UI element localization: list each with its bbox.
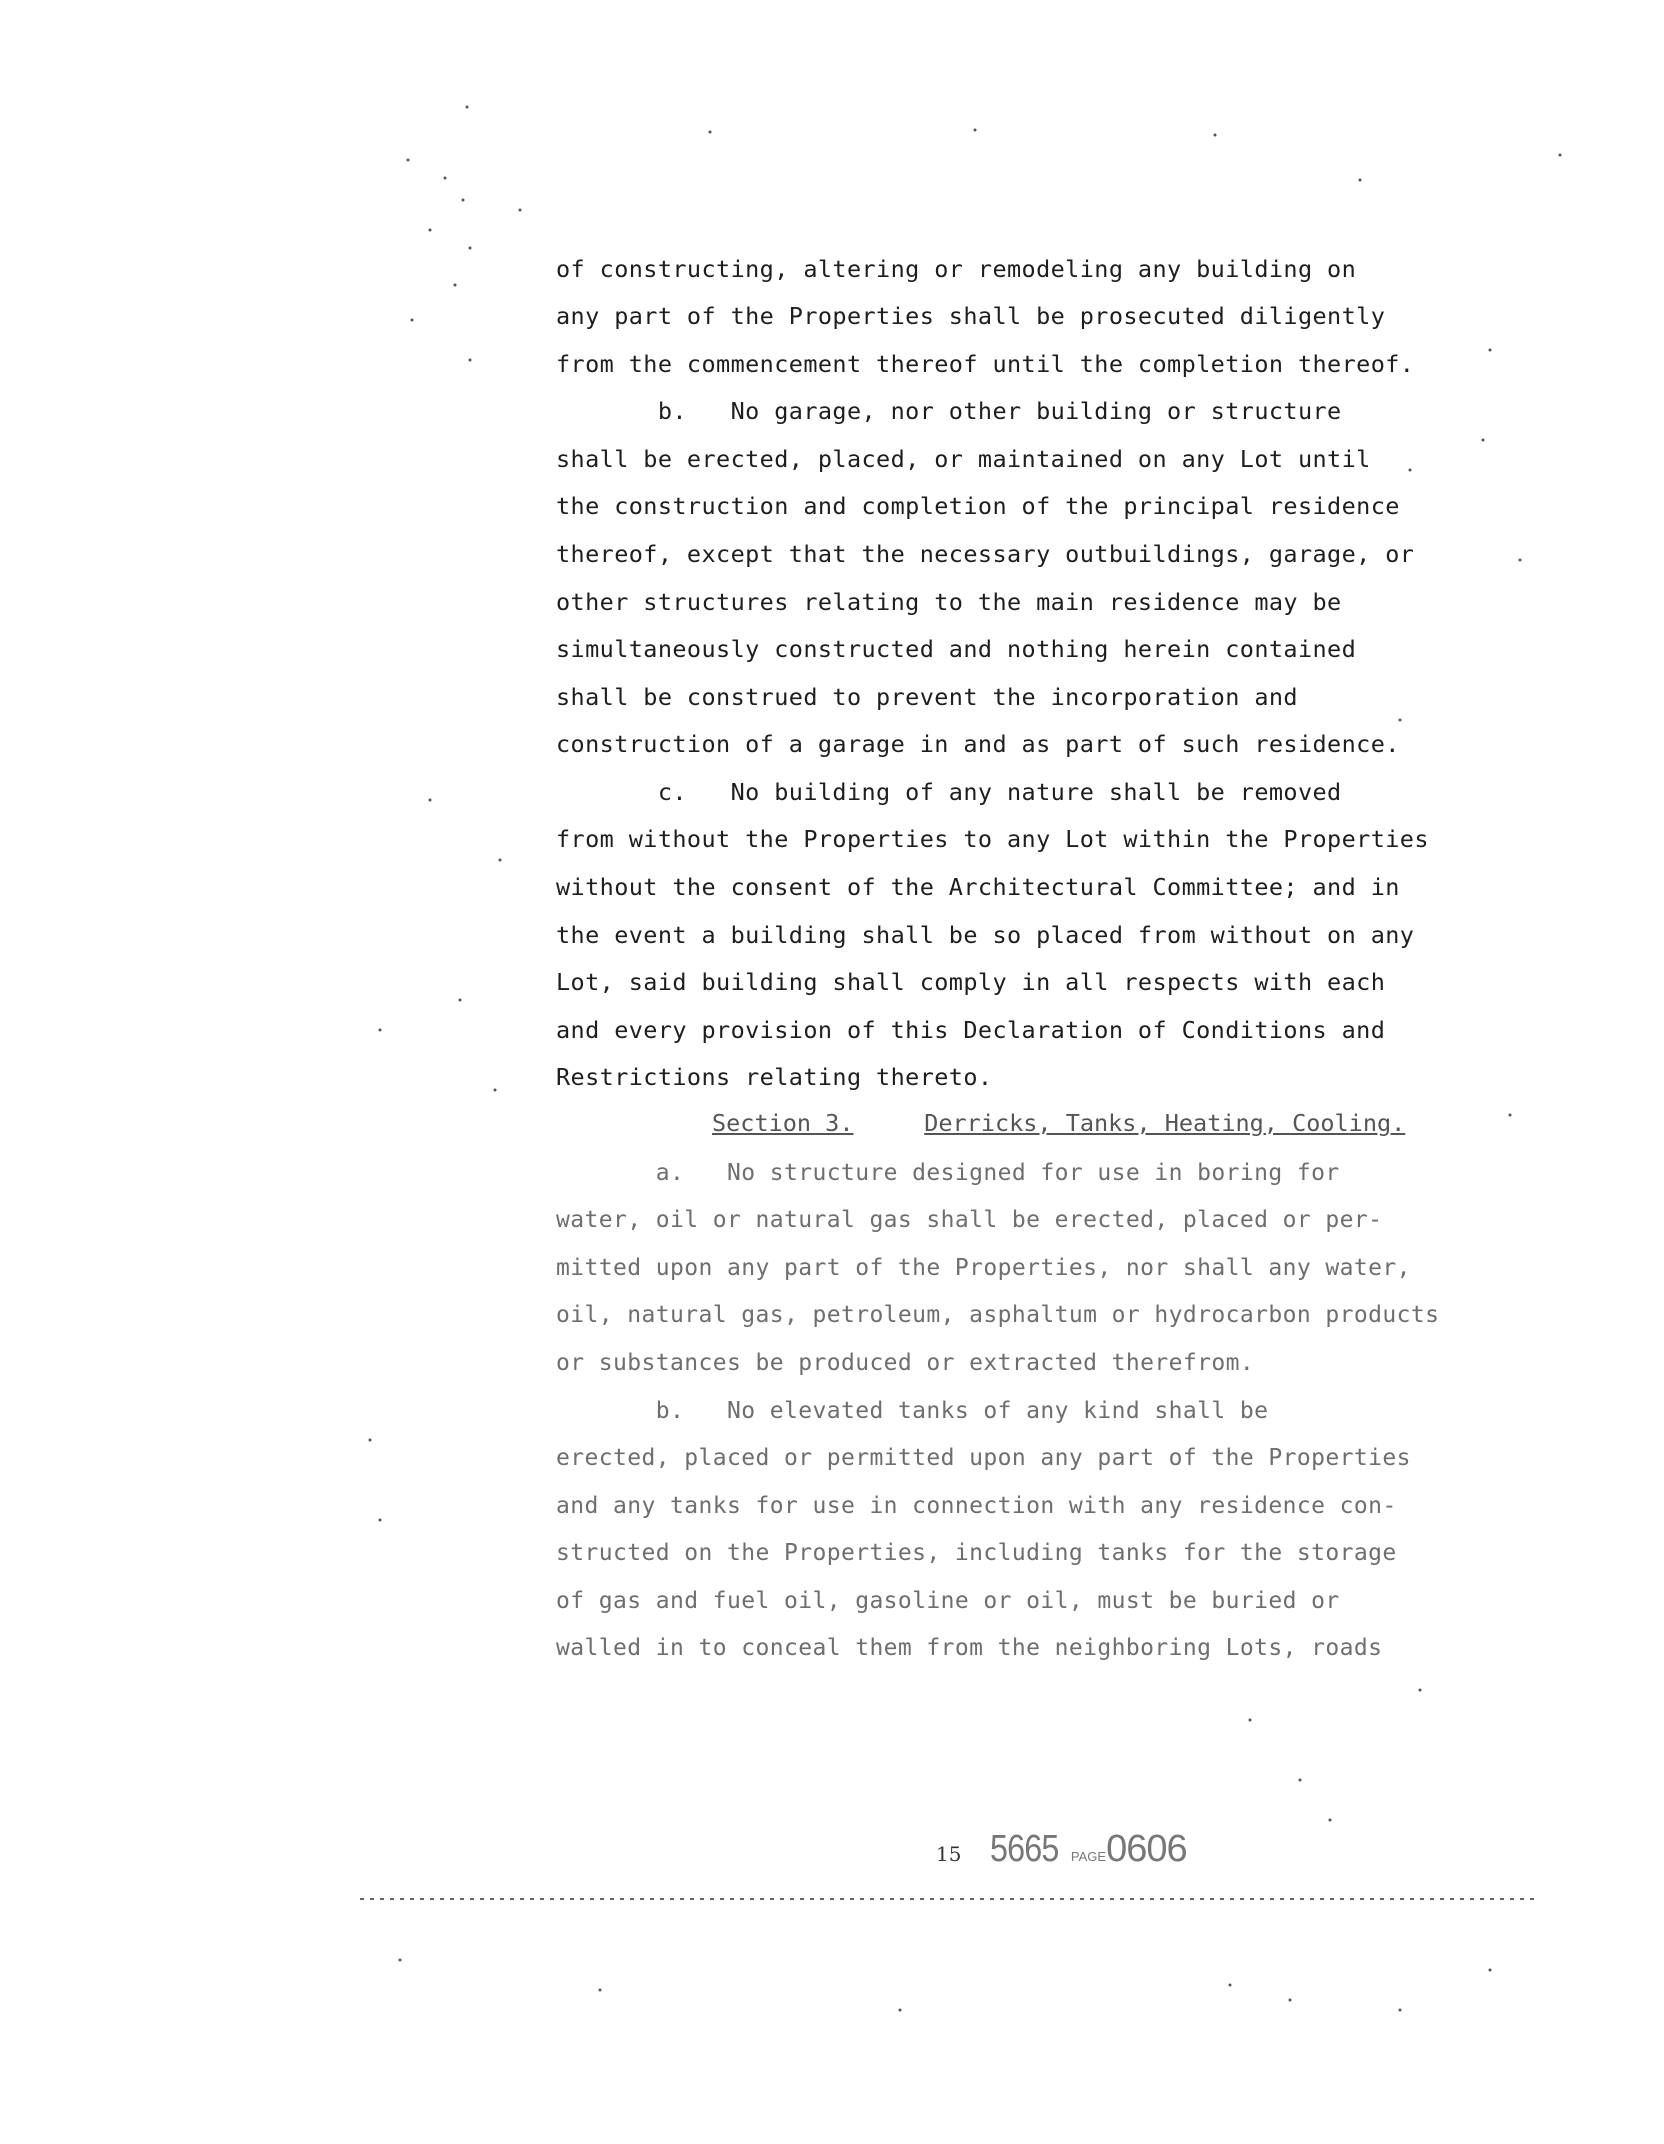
- body-line: mitted upon any part of the Properties, nor shall any water,: [556, 1255, 1411, 1281]
- body-line: Lot, said building shall comply in all respects with each: [556, 968, 1386, 996]
- body-line: b. No elevated tanks of any kind shall be: [556, 1398, 1269, 1424]
- body-line: structed on the Properties, including tanks for the storage: [556, 1540, 1397, 1566]
- page-footer: [936, 1828, 1187, 1871]
- body-line: thereof, except that the necessary outbuildings, garage, or: [556, 540, 1415, 568]
- body-line: oil, natural gas, petroleum, asphaltum or hydrocarbon products: [556, 1302, 1440, 1328]
- section-heading: [712, 1109, 1405, 1137]
- section-number: Section 3.: [712, 1109, 854, 1137]
- body-line: b. No garage, nor other building or structure: [556, 397, 1342, 425]
- body-line: of gas and fuel oil, gasoline or oil, must be buried or: [556, 1588, 1340, 1614]
- body-line: any part of the Properties shall be prosecuted diligently: [556, 302, 1386, 330]
- body-line: of constructing, altering or remodeling any building on: [556, 255, 1357, 283]
- section-title: Derricks, Tanks, Heating, Cooling.: [924, 1109, 1406, 1137]
- body-line: erected, placed or permitted upon any part of the Properties: [556, 1445, 1411, 1471]
- body-line: a. No structure designed for use in boring for: [556, 1160, 1340, 1186]
- body-line: and every provision of this Declaration of Conditions and: [556, 1016, 1386, 1044]
- body-line: and any tanks for use in connection with any residence con-: [556, 1493, 1397, 1519]
- body-line: from the commencement thereof until the completion thereof.: [556, 350, 1415, 378]
- body-line: shall be erected, placed, or maintained on any Lot until: [556, 445, 1371, 473]
- body-line: c. No building of any nature shall be removed: [556, 778, 1342, 806]
- page-number: 15: [936, 1842, 962, 1866]
- recorder-page-stamp: 0606: [1106, 1828, 1187, 1870]
- body-line: Restrictions relating thereto.: [556, 1063, 993, 1091]
- body-line: walled in to conceal them from the neighboring Lots, roads: [556, 1635, 1383, 1661]
- body-line: water, oil or natural gas shall be erected, placed or per-: [556, 1207, 1383, 1233]
- body-line: the event a building shall be so placed from without on any: [556, 921, 1415, 949]
- body-line: other structures relating to the main residence may be: [556, 588, 1342, 616]
- body-line: construction of a garage in and as part of such residence.: [556, 730, 1400, 758]
- page-label-stamp: PAGE: [1070, 1849, 1107, 1864]
- body-line: without the consent of the Architectural Committee; and in: [556, 873, 1400, 901]
- body-line: or substances be produced or extracted therefrom.: [556, 1350, 1255, 1376]
- body-line: the construction and completion of the principal residence: [556, 492, 1400, 520]
- body-line: shall be construed to prevent the incorporation and: [556, 683, 1298, 711]
- body-line: simultaneously constructed and nothing herein contained: [556, 635, 1357, 663]
- body-line: from without the Properties to any Lot within the Properties: [556, 825, 1429, 853]
- book-number-stamp: 5665: [990, 1828, 1059, 1870]
- margin-speckles: [369, 106, 1562, 2012]
